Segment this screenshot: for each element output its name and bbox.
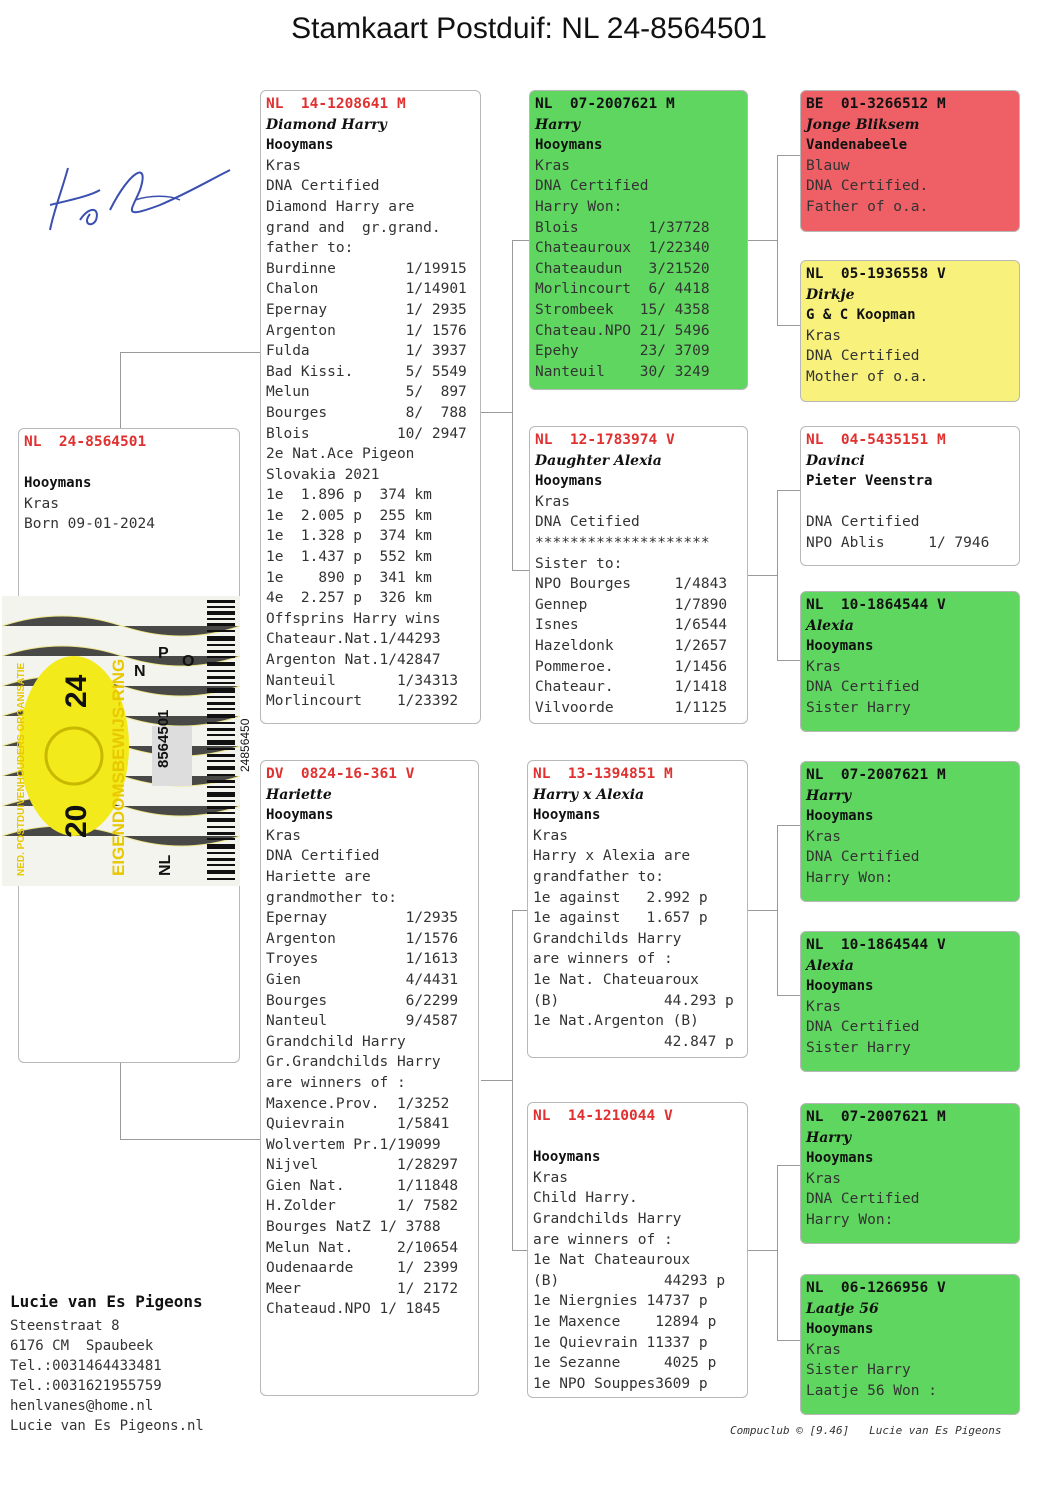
info-line: Father of o.a.	[806, 198, 929, 215]
info-line: Kras	[266, 157, 301, 174]
ring-number: NL 04-5435151 M	[806, 432, 946, 448]
info-line: Blois 10/ 2947	[266, 425, 467, 442]
info-line: Isnes 1/6544	[535, 617, 728, 634]
breeder-line: Lucie van Es Pigeons.nl	[10, 1418, 204, 1434]
owner-name: Hooymans	[533, 807, 601, 824]
footer-credit: Compuclub © [9.46] Lucie van Es Pigeons	[730, 1424, 1002, 1437]
info-line: 1e Nat. Chateuaroux	[533, 971, 699, 988]
info-line: Bad Kissi. 5/ 5549	[266, 363, 467, 380]
info-line: Burdinne 1/19915	[266, 260, 467, 277]
info-line: Chateaur.Nat.1/44293	[266, 631, 441, 648]
info-line: Epernay 1/2935	[266, 910, 459, 927]
info-line: Hazeldonk 1/2657	[535, 637, 728, 654]
info-line: Kras	[533, 827, 568, 844]
info-line: 4e 2.257 p 326 km	[266, 590, 432, 607]
ring-number: NL 24-8564501	[24, 434, 147, 450]
dam-sire-dam-box	[800, 931, 1020, 1072]
info-line: 1e 1.437 p 552 km	[266, 549, 432, 566]
info-line: Melun Nat. 2/10654	[266, 1239, 459, 1256]
ring-card-year-prefix: 20	[60, 804, 93, 838]
info-line: Epehy 23/ 3709	[535, 343, 710, 360]
info-line: Harry x Alexia are	[533, 848, 691, 865]
info-line: ********************	[535, 534, 710, 551]
owner-name: Hooymans	[535, 137, 603, 154]
info-line: 1e against 2.992 p	[533, 889, 708, 906]
info-line: Quievrain 1/5841	[266, 1116, 450, 1133]
info-line: 1e Nat Chateauroux	[533, 1252, 691, 1269]
ring-number: DV 0824-16-361 V	[266, 766, 415, 782]
info-line: Gien 4/4431	[266, 971, 459, 988]
info-line: Melun 5/ 897	[266, 384, 467, 401]
ring-number: NL 06-1266956 V	[806, 1280, 946, 1296]
info-line: DNA Cetified	[535, 514, 640, 531]
sire-dam-dam-box	[800, 591, 1020, 732]
ring-number: NL 07-2007621 M	[806, 767, 946, 783]
info-line: Chateau.NPO 21/ 5496	[535, 322, 710, 339]
info-line: Bourges NatZ 1/ 3788	[266, 1219, 441, 1236]
info-line: Strombeek 15/ 4358	[535, 301, 710, 318]
breeder-info	[10, 1292, 204, 1436]
blank-line	[533, 1127, 742, 1148]
info-line: DNA Certified.	[806, 178, 929, 195]
info-line: Maxence.Prov. 1/3252	[266, 1095, 450, 1112]
info-line: Troyes 1/1613	[266, 951, 459, 968]
breeder-line: Tel.:0031464433481	[10, 1358, 162, 1374]
info-line: Morlincourt 1/23392	[266, 693, 459, 710]
breeder-name: Lucie van Es Pigeons	[10, 1292, 203, 1311]
pigeon-name: Alexia	[806, 617, 854, 634]
ring-number: NL 10-1864544 V	[806, 597, 946, 613]
info-line: DNA Certified	[266, 848, 380, 865]
info-line: Bourges 6/2299	[266, 992, 459, 1009]
info-line: Harry Won:	[806, 869, 894, 886]
info-line: Grandchilds Harry	[533, 1210, 682, 1227]
ring-card-barcode-number: 24856450	[238, 718, 252, 772]
dam-dam-sire-box	[800, 1103, 1020, 1244]
info-line: Argenton 1/ 1576	[266, 322, 467, 339]
info-line: Laatje 56 Won :	[806, 1382, 937, 1399]
info-line	[806, 492, 1014, 513]
ring-number: NL 13-1394851 M	[533, 766, 673, 782]
pigeon-name: Jonge Bliksem	[806, 116, 920, 133]
ring-card-year-suffix: 24	[60, 674, 93, 708]
info-line: Bourges 8/ 788	[266, 404, 467, 421]
breeder-line: 6176 CM Spaubeek	[10, 1338, 154, 1354]
info-line: Argenton Nat.1/42847	[266, 652, 441, 669]
info-line: Kras	[806, 327, 841, 344]
info-line: 2e Nat.Ace Pigeon	[266, 446, 415, 463]
pigeon-name: Daughter Alexia	[535, 452, 662, 469]
info-line: Fulda 1/ 3937	[266, 343, 467, 360]
info-line: 1e NPO Souppes3609 p	[533, 1375, 708, 1392]
info-line: grandfather to:	[533, 868, 664, 885]
pigeon-name: Harry	[806, 787, 852, 804]
info-line: 1e Sezanne 4025 p	[533, 1355, 717, 1372]
info-line: Morlincourt 6/ 4418	[535, 281, 710, 298]
info-line: DNA Certified	[806, 679, 920, 696]
info-line: Kras	[806, 1170, 841, 1187]
ring-card-letter-n: N	[134, 663, 146, 680]
info-line: 42.847 p	[533, 1033, 734, 1050]
info-line: Chateauroux 1/22340	[535, 240, 710, 257]
owner-name: Hooymans	[533, 1149, 601, 1166]
ring-card-image	[2, 596, 252, 886]
info-line: Vilvoorde 1/1125	[535, 699, 728, 716]
info-line: Blauw	[806, 157, 850, 174]
info-line: (B) 44293 p	[533, 1272, 726, 1289]
sire-dam-box	[529, 426, 748, 724]
dam-dam-dam-box	[800, 1274, 1020, 1415]
info-line: Kras	[266, 827, 301, 844]
info-line: Hariette are	[266, 868, 371, 885]
dam-sire-sire-box	[800, 761, 1020, 902]
ring-number: NL 07-2007621 M	[806, 1109, 946, 1125]
info-line: DNA Certified	[806, 849, 920, 866]
info-line: are winners of :	[266, 1074, 406, 1091]
page-title: Stamkaart Postduif: NL 24-8564501	[291, 12, 767, 45]
owner-name: G & C Koopman	[806, 307, 916, 324]
info-line: Child Harry.	[533, 1190, 638, 1207]
owner-name: Vandenabeele	[806, 137, 908, 154]
subject-line: Born 09-01-2024	[24, 516, 155, 533]
info-line: Gennep 1/7890	[535, 596, 728, 613]
info-line: Chateaud.NPO 1/ 1845	[266, 1301, 441, 1318]
subject-line	[24, 453, 234, 474]
dam-sire-box	[527, 760, 748, 1058]
info-line: 1e 2.005 p 255 km	[266, 507, 432, 524]
ring-number: NL 14-1210044 V	[533, 1108, 673, 1124]
pigeon-name: Dirkje	[806, 286, 855, 303]
info-line: Slovakia 2021	[266, 466, 380, 483]
pigeon-name: Diamond Harry	[266, 116, 387, 133]
info-line: Pommeroe. 1/1456	[535, 658, 728, 675]
info-line: Nanteuil 30/ 3249	[535, 363, 710, 380]
info-line: Grandchild Harry	[266, 1033, 406, 1050]
info-line: (B) 44.293 p	[533, 992, 734, 1009]
ring-card-side-text: EIGENDOMSBEWIJS-RING	[109, 658, 128, 876]
info-line: 1e against 1.657 p	[533, 910, 708, 927]
info-line: Nijvel 1/28297	[266, 1157, 459, 1174]
info-line: father to:	[266, 240, 354, 257]
info-line: Chalon 1/14901	[266, 281, 467, 298]
breeder-line: Steenstraat 8	[10, 1318, 120, 1334]
info-line: 1e Maxence 12894 p	[533, 1313, 717, 1330]
ring-card-letter-o: O	[182, 653, 195, 670]
info-line: Kras	[806, 828, 841, 845]
info-line: NPO Ablis 1/ 7946	[806, 534, 990, 551]
owner-name: Hooymans	[266, 137, 334, 154]
ring-number: NL 14-1208641 M	[266, 96, 406, 112]
info-line: Gr.Grandchilds Harry	[266, 1054, 441, 1071]
ring-number: BE 01-3266512 M	[806, 96, 946, 112]
info-line: Kras	[806, 658, 841, 675]
dam-box	[260, 760, 479, 1396]
info-line: 1e Quievrain 11337 p	[533, 1334, 708, 1351]
ring-number: NL 10-1864544 V	[806, 937, 946, 953]
pigeon-name: Harry	[806, 1129, 852, 1146]
info-line: DNA Certified	[806, 514, 920, 531]
ring-card-country: NL	[157, 854, 174, 876]
info-line: H.Zolder 1/ 7582	[266, 1198, 459, 1215]
info-line: DNA Certified	[535, 178, 649, 195]
info-line: are winners of :	[533, 1231, 673, 1248]
info-line: DNA Certified	[806, 348, 920, 365]
info-line: Chateaudun 3/21520	[535, 260, 710, 277]
owner-name: Hooymans	[806, 808, 874, 825]
pigeon-name: Laatje 56	[806, 1300, 879, 1317]
sire-box	[260, 90, 481, 724]
info-line: Offsprins Harry wins	[266, 610, 441, 627]
info-line: Sister Harry	[806, 1362, 911, 1379]
info-line: 1e 1.896 p 374 km	[266, 487, 432, 504]
info-line: 1e Nat.Argenton (B)	[533, 1013, 699, 1030]
info-line: Sister Harry	[806, 1039, 911, 1056]
info-line: Nanteuil 1/34313	[266, 672, 459, 689]
info-line: Sister Harry	[806, 699, 911, 716]
info-line: Nanteul 9/4587	[266, 1013, 459, 1030]
info-line: Epernay 1/ 2935	[266, 301, 467, 318]
breeder-line: henlvanes@home.nl	[10, 1398, 154, 1414]
info-line: grand and gr.grand.	[266, 219, 441, 236]
owner-name: Pieter Veenstra	[806, 473, 933, 490]
subject-line: Kras	[24, 495, 59, 512]
info-line: Kras	[535, 157, 570, 174]
ring-number: NL 07-2007621 M	[535, 96, 675, 112]
pigeon-name: Hariette	[266, 786, 332, 803]
owner-name: Hooymans	[806, 978, 874, 995]
info-line: NPO Bourges 1/4843	[535, 576, 728, 593]
breeder-line: Tel.:0031621955759	[10, 1378, 162, 1394]
ring-card-number: 8564501	[155, 709, 172, 768]
owner-name: Hooymans	[266, 807, 334, 824]
ring-card-org-text: NED. POSTDUIVENHOUDERS ORGANISATIE	[16, 662, 27, 876]
info-line: Chateaur. 1/1418	[535, 679, 728, 696]
info-line: Meer 1/ 2172	[266, 1280, 459, 1297]
pigeon-name: Harry x Alexia	[533, 786, 645, 803]
sire-sire-dam-box	[800, 260, 1020, 402]
sire-dam-sire-box	[800, 426, 1020, 566]
info-line: Gien Nat. 1/11848	[266, 1177, 459, 1194]
info-line: grandmother to:	[266, 889, 397, 906]
info-line: Harry Won:	[806, 1211, 894, 1228]
info-line: Kras	[535, 493, 570, 510]
owner-name: Hooymans	[806, 638, 874, 655]
info-line: Oudenaarde 1/ 2399	[266, 1260, 459, 1277]
sire-sire-box	[529, 90, 748, 390]
info-line: 1e 890 p 341 km	[266, 569, 432, 586]
dam-dam-box	[527, 1102, 748, 1398]
info-line: Wolvertem Pr.1/19099	[266, 1136, 441, 1153]
info-line: Harry Won:	[535, 198, 623, 215]
info-line: DNA Certified	[266, 178, 380, 195]
info-line: Kras	[806, 1341, 841, 1358]
sire-sire-sire-box	[800, 90, 1020, 232]
info-line: Argenton 1/1576	[266, 930, 459, 947]
info-line: DNA Certified	[806, 1191, 920, 1208]
signature-image	[40, 150, 240, 240]
ring-number: NL 05-1936558 V	[806, 266, 946, 282]
ring-number: NL 12-1783974 V	[535, 432, 675, 448]
info-line: 1e 1.328 p 374 km	[266, 528, 432, 545]
owner-name: Hooymans	[806, 1150, 874, 1167]
pigeon-name: Harry	[535, 116, 581, 133]
info-line: 1e Niergnies 14737 p	[533, 1293, 708, 1310]
pigeon-name: Davinci	[806, 452, 865, 469]
info-line: DNA Certified	[806, 1019, 920, 1036]
owner-name: Hooymans	[535, 473, 603, 490]
ring-card-letter-p: P	[158, 645, 169, 662]
info-line: Mother of o.a.	[806, 368, 929, 385]
subject-line: Hooymans	[24, 475, 92, 492]
info-line: are winners of :	[533, 951, 673, 968]
pigeon-name: Alexia	[806, 957, 854, 974]
info-line: Diamond Harry are	[266, 198, 415, 215]
info-line: Blois 1/37728	[535, 219, 710, 236]
owner-name: Hooymans	[806, 1321, 874, 1338]
info-line: Sister to:	[535, 555, 623, 572]
info-line: Kras	[806, 998, 841, 1015]
info-line: Grandchilds Harry	[533, 930, 682, 947]
info-line: Kras	[533, 1169, 568, 1186]
